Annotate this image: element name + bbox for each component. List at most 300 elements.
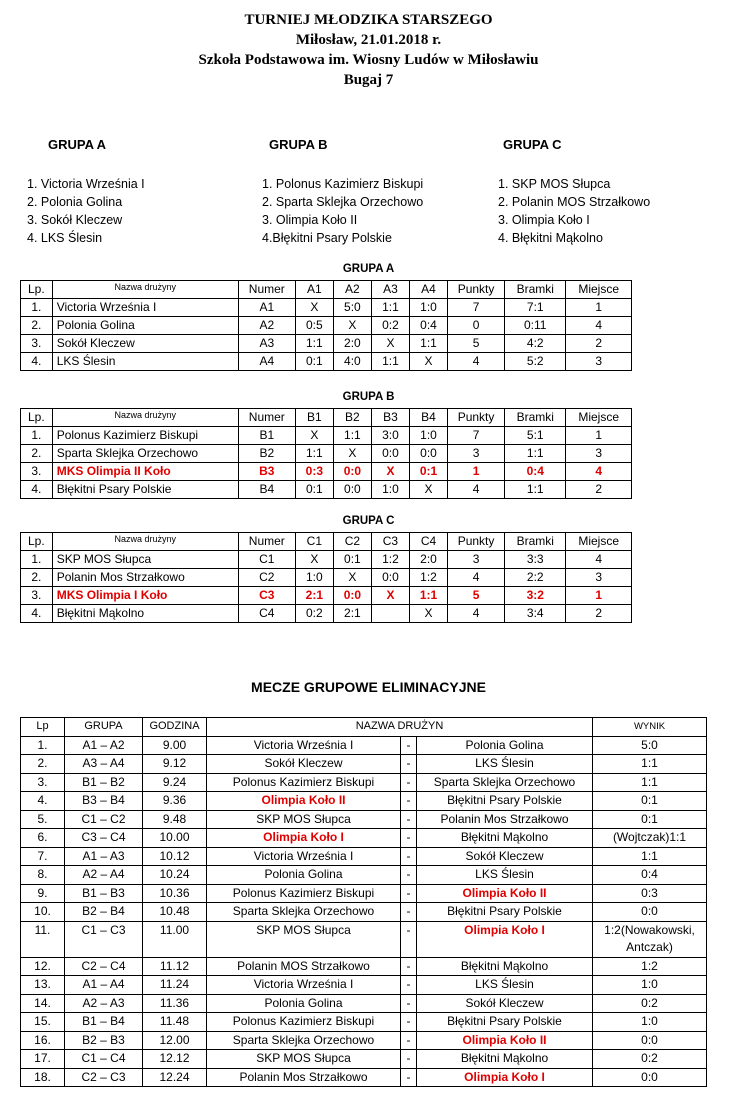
place-date: Miłosław, 21.01.2018 r. (295, 32, 442, 48)
cell-time: 10.24 (143, 866, 207, 885)
cell-score: 1:0 (409, 427, 447, 445)
cell-time: 11.36 (143, 994, 207, 1013)
cell-time: 12.24 (143, 1068, 207, 1087)
column-header: Bramki (505, 281, 566, 299)
column-header: Bramki (505, 533, 566, 551)
cell-score: X (333, 569, 371, 587)
cell-score: 0:2 (295, 605, 333, 623)
cell-group: C1 – C3 (65, 921, 143, 957)
cell-result: 0:2 (593, 994, 707, 1013)
cell-team-name: Victoria Września I (52, 299, 238, 317)
cell-team-name: MKS Olimpia I Koło (52, 587, 238, 605)
column-header: C4 (409, 533, 447, 551)
cell-place: 3 (566, 353, 632, 371)
cell-time: 9.12 (143, 755, 207, 774)
cell-group: A1 – A3 (65, 847, 143, 866)
cell-score: X (409, 481, 447, 499)
cell-lp: 15. (21, 1013, 65, 1032)
column-header: Miejsce (566, 533, 632, 551)
cell-lp: 2. (21, 317, 53, 335)
cell-separator: - (401, 829, 417, 848)
column-header: B2 (333, 409, 371, 427)
cell-lp: 17. (21, 1050, 65, 1069)
cell-place: 4 (566, 317, 632, 335)
list-item: 3. Olimpia Koło I (498, 213, 590, 227)
cell-team-name: Polanin Mos Strzałkowo (52, 569, 238, 587)
cell-number: B4 (238, 481, 295, 499)
cell-away-team: Olimpia Koło I (417, 1068, 593, 1087)
group-a-list (27, 175, 145, 247)
cell-points: 7 (448, 427, 505, 445)
cell-separator: - (401, 847, 417, 866)
cell-points: 5 (448, 587, 505, 605)
cell-score (371, 605, 409, 623)
cell-goals: 7:1 (505, 299, 566, 317)
table-row (21, 957, 707, 976)
cell-number: C4 (238, 605, 295, 623)
table-row (21, 976, 707, 995)
cell-score: 5:0 (333, 299, 371, 317)
cell-score: 1:0 (295, 569, 333, 587)
cell-group: C3 – C4 (65, 829, 143, 848)
table-row (21, 829, 707, 848)
cell-score: 0:0 (333, 463, 371, 481)
column-header: Lp. (21, 281, 53, 299)
cell-score: 1:1 (295, 445, 333, 463)
group-a-title: GRUPA A (48, 137, 107, 152)
list-item: 3. Olimpia Koło II (262, 213, 358, 227)
table-row (21, 587, 632, 605)
cell-result: 0:1 (593, 792, 707, 811)
cell-group: A2 – A3 (65, 994, 143, 1013)
cell-separator: - (401, 1031, 417, 1050)
cell-number: B2 (238, 445, 295, 463)
cell-away-team: Błękitni Mąkolno (417, 957, 593, 976)
column-header: GODZINA (143, 718, 207, 737)
cell-result: 0:0 (593, 1068, 707, 1087)
column-header: A2 (333, 281, 371, 299)
table-row (21, 755, 707, 774)
table-row (21, 847, 707, 866)
standings-b-caption: GRUPA B (342, 391, 395, 403)
table-row (21, 773, 707, 792)
table-row (21, 903, 707, 922)
cell-home-team: Sparta Sklejka Orzechowo (207, 1031, 401, 1050)
cell-away-team: LKS Ślesin (417, 866, 593, 885)
cell-score: 1:0 (409, 299, 447, 317)
cell-away-team: Błękitni Mąkolno (417, 1050, 593, 1069)
cell-goals: 1:1 (505, 445, 566, 463)
cell-points: 7 (448, 299, 505, 317)
cell-lp: 4. (21, 792, 65, 811)
cell-separator: - (401, 903, 417, 922)
cell-time: 11.12 (143, 957, 207, 976)
cell-score: 0:3 (295, 463, 333, 481)
cell-score: X (409, 605, 447, 623)
cell-separator: - (401, 810, 417, 829)
cell-score: 1:1 (333, 427, 371, 445)
cell-lp: 5. (21, 810, 65, 829)
cell-lp: 2. (21, 755, 65, 774)
table-row (21, 1031, 707, 1050)
cell-result: 0:1 (593, 810, 707, 829)
cell-result: 1:1 (593, 847, 707, 866)
cell-number: C2 (238, 569, 295, 587)
cell-team-name: Błękitni Mąkolno (52, 605, 238, 623)
cell-time: 9.00 (143, 736, 207, 755)
table-row (21, 463, 632, 481)
cell-home-team: Sokół Kleczew (207, 755, 401, 774)
cell-lp: 2. (21, 445, 53, 463)
matches-table (20, 717, 707, 1087)
cell-time: 12.12 (143, 1050, 207, 1069)
table-header-row (21, 409, 632, 427)
table-row (21, 1013, 707, 1032)
cell-score: 3:0 (371, 427, 409, 445)
cell-separator: - (401, 976, 417, 995)
cell-home-team: Polanin MOS Strzałkowo (207, 957, 401, 976)
cell-score: 0:0 (371, 445, 409, 463)
list-item: 3. Sokół Kleczew (27, 213, 123, 227)
venue: Szkoła Podstawowa im. Wiosny Ludów w Miłosławiu (198, 52, 539, 68)
column-header: WYNIK (593, 718, 707, 737)
standings-a-caption: GRUPA A (342, 263, 395, 275)
cell-lp: 9. (21, 884, 65, 903)
cell-lp: 16. (21, 1031, 65, 1050)
cell-group: A1 – A2 (65, 736, 143, 755)
column-header: Nazwa drużyny (52, 281, 238, 299)
table-header-row (21, 533, 632, 551)
cell-group: B2 – B3 (65, 1031, 143, 1050)
cell-result: 1:1 (593, 773, 707, 792)
matches-title: MECZE GRUPOWE ELIMINACYJNE (251, 679, 486, 695)
cell-number: C1 (238, 551, 295, 569)
column-header: Nazwa drużyny (52, 409, 238, 427)
column-header: Bramki (505, 409, 566, 427)
cell-group: A2 – A4 (65, 866, 143, 885)
cell-result: 0:0 (593, 1031, 707, 1050)
standings-table-b (20, 408, 632, 499)
cell-lp: 11. (21, 921, 65, 957)
cell-lp: 18. (21, 1068, 65, 1087)
table-row (21, 605, 632, 623)
cell-time: 10.12 (143, 847, 207, 866)
column-header: A4 (409, 281, 447, 299)
cell-away-team: Polonia Golina (417, 736, 593, 755)
list-item: 2. Sparta Sklejka Orzechowo (262, 195, 424, 209)
cell-points: 4 (448, 481, 505, 499)
column-header: A3 (371, 281, 409, 299)
cell-lp: 3. (21, 587, 53, 605)
cell-home-team: Victoria Września I (207, 976, 401, 995)
table-row (21, 736, 707, 755)
group-b-list (262, 175, 423, 247)
column-header: Punkty (448, 533, 505, 551)
cell-home-team: Polonus Kazimierz Biskupi (207, 773, 401, 792)
cell-lp: 3. (21, 335, 53, 353)
table-row (21, 994, 707, 1013)
cell-lp: 1. (21, 736, 65, 755)
group-b-title: GRUPA B (269, 137, 328, 152)
cell-lp: 13. (21, 976, 65, 995)
cell-score: 0:0 (333, 481, 371, 499)
cell-home-team: Polanin Mos Strzałkowo (207, 1068, 401, 1087)
cell-home-team: Victoria Września I (207, 847, 401, 866)
cell-goals: 3:3 (505, 551, 566, 569)
cell-team-name: Polonus Kazimierz Biskupi (52, 427, 238, 445)
cell-home-team: SKP MOS Słupca (207, 810, 401, 829)
cell-time: 12.00 (143, 1031, 207, 1050)
cell-number: A2 (238, 317, 295, 335)
standings-table-a (20, 280, 632, 371)
cell-group: C1 – C4 (65, 1050, 143, 1069)
cell-lp: 1. (21, 299, 53, 317)
cell-place: 3 (566, 569, 632, 587)
cell-separator: - (401, 755, 417, 774)
cell-score: 0:0 (409, 445, 447, 463)
cell-score: 0:0 (371, 569, 409, 587)
cell-result: 0:3 (593, 884, 707, 903)
cell-lp: 1. (21, 551, 53, 569)
cell-result: 0:4 (593, 866, 707, 885)
cell-group: A3 – A4 (65, 755, 143, 774)
cell-team-name: Błękitni Psary Polskie (52, 481, 238, 499)
cell-score: 1:1 (409, 587, 447, 605)
cell-place: 1 (566, 587, 632, 605)
list-item: 2. Polanin MOS Strzałkowo (498, 195, 651, 209)
column-header: B1 (295, 409, 333, 427)
cell-home-team: Polonia Golina (207, 994, 401, 1013)
column-header: GRUPA (65, 718, 143, 737)
cell-place: 4 (566, 551, 632, 569)
cell-lp: 3. (21, 463, 53, 481)
cell-result: (Wojtczak)1:1 (593, 829, 707, 848)
cell-time: 10.48 (143, 903, 207, 922)
cell-score: 2:1 (333, 605, 371, 623)
cell-team-name: SKP MOS Słupca (52, 551, 238, 569)
table-row (21, 317, 632, 335)
cell-goals: 0:4 (505, 463, 566, 481)
column-header: Lp (21, 718, 65, 737)
cell-result: 1:1 (593, 755, 707, 774)
cell-lp: 8. (21, 866, 65, 885)
cell-goals: 5:2 (505, 353, 566, 371)
cell-home-team: Polonus Kazimierz Biskupi (207, 884, 401, 903)
column-header: B3 (371, 409, 409, 427)
list-item: 1. Polonus Kazimierz Biskupi (262, 177, 424, 191)
cell-lp: 7. (21, 847, 65, 866)
cell-home-team: SKP MOS Słupca (207, 921, 401, 957)
cell-score: 1:2 (409, 569, 447, 587)
standings-c-caption: GRUPA C (342, 515, 395, 527)
table-row (21, 335, 632, 353)
cell-team-name: Polonia Golina (52, 317, 238, 335)
cell-separator: - (401, 957, 417, 976)
cell-home-team: Victoria Września I (207, 736, 401, 755)
cell-score: X (295, 551, 333, 569)
cell-group: B3 – B4 (65, 792, 143, 811)
table-row (21, 445, 632, 463)
cell-score: 1:1 (371, 299, 409, 317)
cell-home-team: Sparta Sklejka Orzechowo (207, 903, 401, 922)
cell-goals: 2:2 (505, 569, 566, 587)
cell-group: B2 – B4 (65, 903, 143, 922)
cell-team-name: MKS Olimpia II Koło (52, 463, 238, 481)
cell-points: 3 (448, 551, 505, 569)
cell-time: 10.00 (143, 829, 207, 848)
cell-group: B1 – B4 (65, 1013, 143, 1032)
cell-goals: 5:1 (505, 427, 566, 445)
cell-result: 1:0 (593, 976, 707, 995)
cell-separator: - (401, 1050, 417, 1069)
cell-result: 1:2 (593, 957, 707, 976)
column-header: Numer (238, 409, 295, 427)
cell-team-name: LKS Ślesin (52, 353, 238, 371)
cell-points: 5 (448, 335, 505, 353)
table-header-row (21, 281, 632, 299)
cell-result: 1:0 (593, 1013, 707, 1032)
cell-score: 0:1 (295, 481, 333, 499)
cell-time: 9.48 (143, 810, 207, 829)
cell-points: 4 (448, 569, 505, 587)
document-header (0, 10, 737, 90)
cell-separator: - (401, 1068, 417, 1087)
cell-result: 1:2(Nowakowski, Antczak) (593, 921, 707, 957)
cell-score: 0:1 (333, 551, 371, 569)
cell-score: 0:4 (409, 317, 447, 335)
column-header: C2 (333, 533, 371, 551)
cell-score: 0:2 (371, 317, 409, 335)
cell-lp: 12. (21, 957, 65, 976)
group-c-title: GRUPA C (503, 137, 562, 152)
cell-separator: - (401, 1013, 417, 1032)
standings-table-c (20, 532, 632, 623)
cell-home-team: Olimpia Koło I (207, 829, 401, 848)
column-header: Numer (238, 281, 295, 299)
column-header: NAZWA DRUŻYN (207, 718, 593, 737)
cell-score: 2:0 (333, 335, 371, 353)
cell-away-team: LKS Ślesin (417, 755, 593, 774)
cell-time: 11.00 (143, 921, 207, 957)
cell-home-team: SKP MOS Słupca (207, 1050, 401, 1069)
table-row (21, 299, 632, 317)
cell-separator: - (401, 773, 417, 792)
cell-away-team: Błękitni Psary Polskie (417, 1013, 593, 1032)
cell-place: 2 (566, 335, 632, 353)
group-c-list (498, 175, 650, 247)
cell-lp: 6. (21, 829, 65, 848)
cell-team-name: Sokół Kleczew (52, 335, 238, 353)
cell-place: 3 (566, 445, 632, 463)
cell-score: 2:1 (295, 587, 333, 605)
cell-away-team: Polanin Mos Strzałkowo (417, 810, 593, 829)
cell-separator: - (401, 736, 417, 755)
column-header: A1 (295, 281, 333, 299)
column-header: Miejsce (566, 409, 632, 427)
cell-score: X (295, 427, 333, 445)
cell-group: C2 – C4 (65, 957, 143, 976)
cell-team-name: Sparta Sklejka Orzechowo (52, 445, 238, 463)
table-row (21, 921, 707, 957)
cell-goals: 3:2 (505, 587, 566, 605)
table-row (21, 810, 707, 829)
cell-score: 0:5 (295, 317, 333, 335)
cell-away-team: Olimpia Koło II (417, 884, 593, 903)
cell-place: 1 (566, 427, 632, 445)
list-item: 1. Victoria Września I (27, 177, 145, 191)
cell-number: A3 (238, 335, 295, 353)
cell-number: C3 (238, 587, 295, 605)
cell-score: 0:1 (409, 463, 447, 481)
cell-score: 4:0 (333, 353, 371, 371)
cell-away-team: Błękitni Mąkolno (417, 829, 593, 848)
table-row (21, 792, 707, 811)
cell-away-team: LKS Ślesin (417, 976, 593, 995)
cell-score: 1:1 (409, 335, 447, 353)
cell-number: B3 (238, 463, 295, 481)
cell-away-team: Błękitni Psary Polskie (417, 792, 593, 811)
tournament-title: TURNIEJ MŁODZIKA STARSZEGO (244, 12, 493, 28)
cell-goals: 4:2 (505, 335, 566, 353)
column-header: C1 (295, 533, 333, 551)
cell-separator: - (401, 921, 417, 957)
cell-lp: 1. (21, 427, 53, 445)
cell-result: 5:0 (593, 736, 707, 755)
cell-points: 1 (448, 463, 505, 481)
cell-score: X (371, 587, 409, 605)
cell-goals: 3:4 (505, 605, 566, 623)
cell-score: X (333, 317, 371, 335)
cell-score: 0:0 (333, 587, 371, 605)
cell-separator: - (401, 866, 417, 885)
cell-goals: 0:11 (505, 317, 566, 335)
list-item: 2. Polonia Golina (27, 195, 123, 209)
table-row (21, 569, 632, 587)
cell-time: 9.24 (143, 773, 207, 792)
cell-score: 0:1 (295, 353, 333, 371)
cell-group: C2 – C3 (65, 1068, 143, 1087)
cell-group: B1 – B2 (65, 773, 143, 792)
cell-score: X (333, 445, 371, 463)
table-row (21, 353, 632, 371)
cell-home-team: Polonus Kazimierz Biskupi (207, 1013, 401, 1032)
table-header-row (21, 718, 707, 737)
cell-score: 1:0 (371, 481, 409, 499)
cell-away-team: Sparta Sklejka Orzechowo (417, 773, 593, 792)
cell-points: 4 (448, 353, 505, 371)
table-row (21, 866, 707, 885)
cell-score: X (409, 353, 447, 371)
cell-score: X (371, 463, 409, 481)
table-row (21, 481, 632, 499)
cell-lp: 14. (21, 994, 65, 1013)
column-header: B4 (409, 409, 447, 427)
cell-lp: 4. (21, 605, 53, 623)
column-header: Miejsce (566, 281, 632, 299)
cell-time: 11.24 (143, 976, 207, 995)
cell-points: 0 (448, 317, 505, 335)
cell-number: B1 (238, 427, 295, 445)
cell-time: 9.36 (143, 792, 207, 811)
cell-lp: 2. (21, 569, 53, 587)
list-item: 4. LKS Ślesin (27, 231, 103, 245)
cell-score: 1:1 (295, 335, 333, 353)
column-header: Nazwa drużyny (52, 533, 238, 551)
column-header: Punkty (448, 281, 505, 299)
cell-away-team: Błękitni Psary Polskie (417, 903, 593, 922)
column-header: C3 (371, 533, 409, 551)
table-row (21, 551, 632, 569)
